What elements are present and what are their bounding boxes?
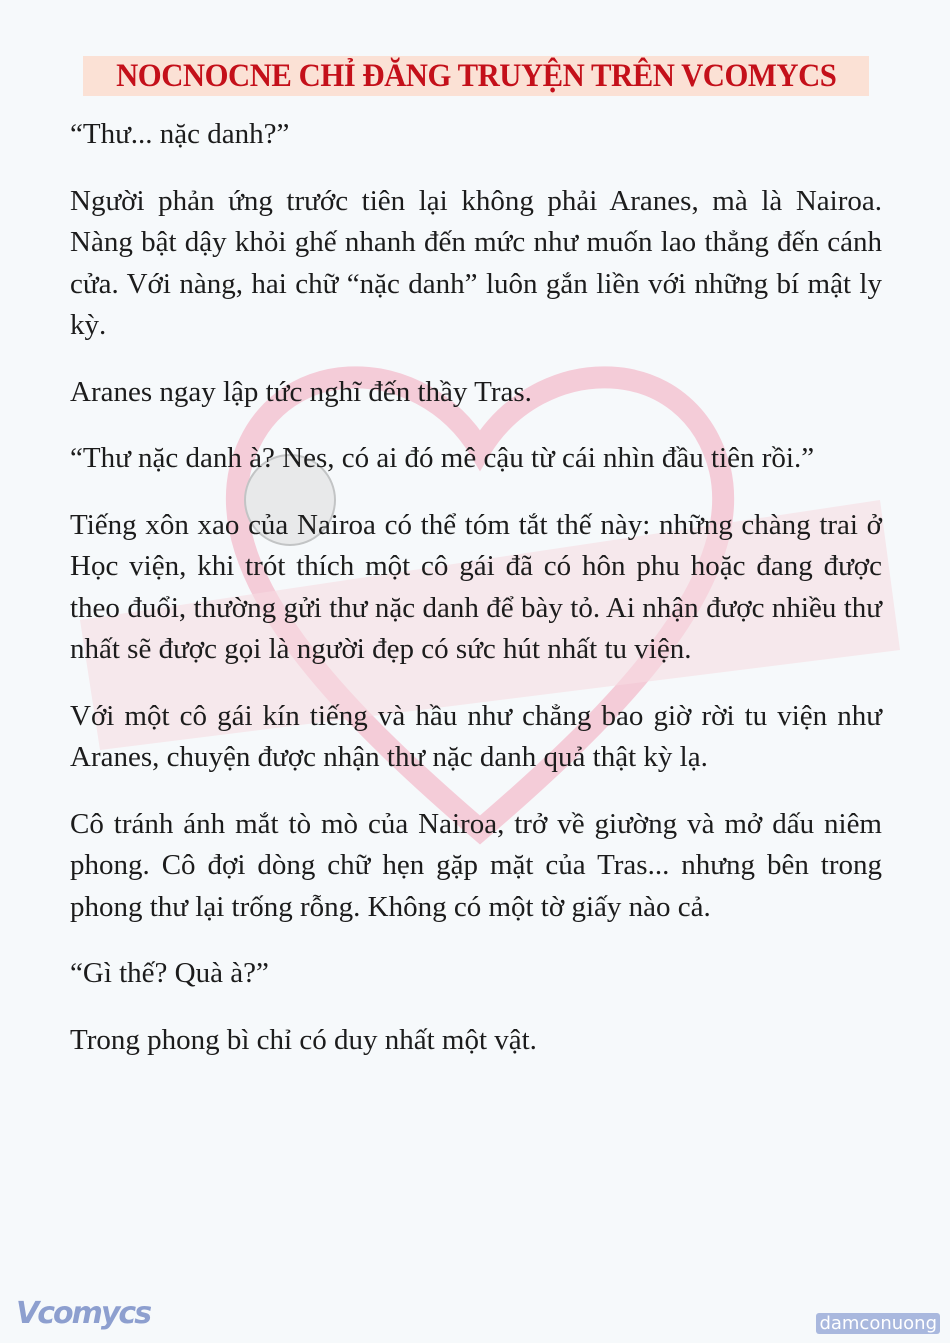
paragraph: “Thư nặc danh à? Nes, có ai đó mê cậu từ cái nhìn đầu tiên rồi.” bbox=[70, 442, 815, 474]
paragraph: “Gì thế? Quà à?” bbox=[70, 957, 269, 989]
credit-tag: damconuong bbox=[816, 1313, 940, 1334]
vcomycs-logo: Vcomycs bbox=[16, 1296, 151, 1331]
paragraph: Người phản ứng trước tiên lại không phải Aranes, mà là Nairoa. Nàng bật dậy khỏi ghế nhanh đến mức như muốn lao thẳng đến cánh cửa. Với nàng, hai chữ “nặc danh” luôn gắn liền với những bí mật ly kỳ. bbox=[70, 184, 882, 341]
paragraph: Aranes ngay lập tức nghĩ đến thầy Tras. bbox=[70, 375, 532, 408]
paragraph: Với một cô gái kín tiếng và hầu như chẳng bao giờ rời tu viện như Aranes, chuyện được nhận thư nặc danh quả thật kỳ lạ. bbox=[70, 699, 882, 773]
paragraph: “Thư... nặc danh?” bbox=[70, 118, 290, 150]
banner-text: NOCNOCNE CHỈ ĐĂNG TRUYỆN TRÊN VCOMYCS bbox=[115, 57, 837, 94]
paragraph: Trong phong bì chỉ có duy nhất một vật. bbox=[70, 1023, 537, 1056]
site-banner bbox=[83, 56, 869, 96]
paragraph: Tiếng xôn xao của Nairoa có thể tóm tắt thế này: những chàng trai ở Học viện, khi trót thích một cô gái đã có hôn phu hoặc đang được theo đuổi, thường gửi thư nặc danh để bày tỏ. Ai nhận được nhiều thư nhất sẽ được gọi là người đẹp có sức hút nhất tu viện. bbox=[70, 508, 882, 665]
story-text bbox=[70, 114, 882, 1086]
paragraph: Cô tránh ánh mắt tò mò của Nairoa, trở về giường và mở dấu niêm phong. Cô đợi dòng chữ hẹn gặp mặt của Tras... nhưng bên trong phong thư lại trống rỗng. Không có một tờ giấy nào cả. bbox=[70, 807, 882, 923]
